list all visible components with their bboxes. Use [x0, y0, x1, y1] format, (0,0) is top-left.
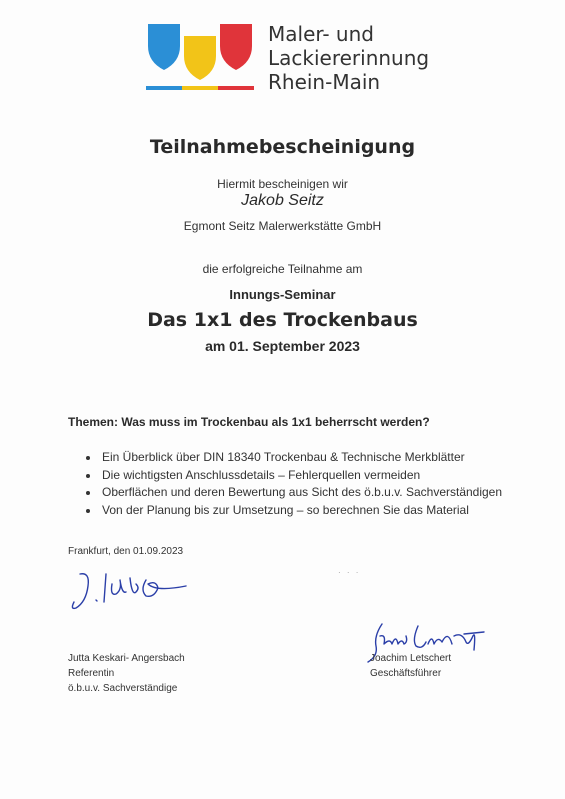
stripe-yellow — [182, 86, 218, 90]
topics-list — [80, 449, 502, 519]
org-name-line2: Lackiererinnung — [268, 46, 430, 70]
participant-company: Egmont Seitz Malerwerkstätte GmbH — [183, 219, 382, 233]
stripe-blue — [146, 86, 182, 90]
list-item: Oberflächen und deren Bewertung aus Sicht des ö.b.u.v. Sachverständigen — [80, 484, 502, 502]
list-item: Von der Planung bis zur Umsetzung – so berechnen Sie das Material — [80, 502, 502, 520]
signer-right-role: Geschäftsführer — [370, 668, 442, 679]
signer-left-role-2: ö.b.u.v. Sachverständige — [68, 683, 178, 694]
signer-left — [68, 651, 185, 696]
participation-text: die erfolgreiche Teilnahme am — [202, 262, 363, 276]
seminar-title: Das 1x1 des Trockenbaus — [147, 309, 418, 331]
place-date: Frankfurt, den 01.09.2023 — [68, 546, 184, 557]
certificate-intro: Hiermit bescheinigen wir — [217, 177, 348, 191]
topics-heading: Themen: Was muss im Trockenbau als 1x1 beherrscht werden? — [68, 415, 430, 429]
signer-left-name: Jutta Keskari- Angersbach — [68, 653, 185, 664]
organization-name — [268, 22, 429, 94]
participant-name: Jakob Seitz — [241, 192, 324, 209]
signer-left-role: Referentin — [68, 668, 115, 679]
list-item: Ein Überblick über DIN 18340 Trockenbau & Technische Merkblätter — [80, 449, 502, 467]
signer-right — [370, 651, 451, 681]
shield-yellow-icon — [184, 36, 216, 80]
seminar-type: Innungs-Seminar — [229, 287, 336, 302]
shield-blue-icon — [148, 24, 180, 70]
signer-right-name: Joachim Letschert — [370, 653, 452, 664]
scan-specks: · · · — [338, 568, 361, 577]
guild-logo — [144, 20, 264, 96]
seminar-date: am 01. September 2023 — [205, 338, 360, 354]
certificate-title: Teilnahmebescheinigung — [149, 136, 416, 158]
shield-red-icon — [220, 24, 252, 70]
list-item: Die wichtigsten Anschlussdetails – Fehlerquellen vermeiden — [80, 467, 502, 485]
org-name-line3: Rhein-Main — [268, 70, 381, 94]
signature-left — [66, 562, 206, 622]
org-name-line1: Maler- und — [268, 22, 374, 46]
stripe-red — [218, 86, 254, 90]
